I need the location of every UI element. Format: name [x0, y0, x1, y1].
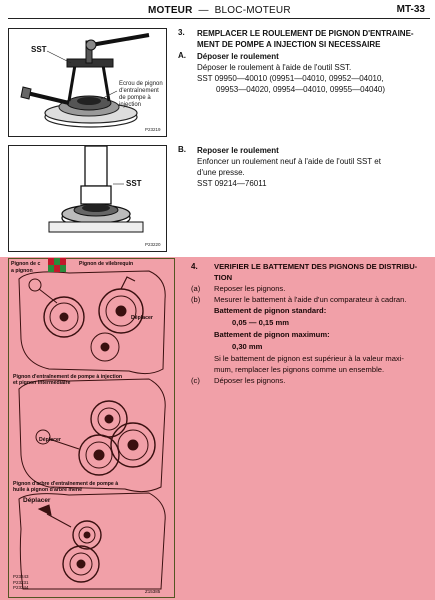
- figure3-crank-label-prefix: Pignon de c: [11, 261, 41, 267]
- step3-title-line2: MENT DE POMPE A INJECTION SI NECESSAIRE: [197, 40, 381, 49]
- step3-b-sst: SST 09214—76011: [197, 179, 267, 188]
- step3-b-text-line1: Enfoncer un roulement neuf à l'aide de l'outil SST et: [197, 157, 381, 166]
- step3-a-sst-line1: SST 09950—40010 (09951—04010, 09952—04010,: [197, 74, 384, 83]
- figure3-move-label-3: Déplacer: [23, 497, 51, 504]
- color-stamp: [48, 258, 66, 272]
- figure3-move-label-2: Déplacer: [39, 437, 61, 443]
- figure1-nut-label: Ecrou de pignon d'entraînement de pompe à injection: [119, 81, 163, 108]
- step3-a-sst-line2: 09953—04020, 09954—04010, 09955—04040): [216, 85, 386, 94]
- step4-title-line2: TION: [214, 273, 233, 282]
- step4-b-text: Mesurer le battement à l'aide d'un comparateur à cadran.: [214, 295, 407, 304]
- step4-note-line1: Si le battement de pignon est supérieur à la valeur maxi-: [214, 354, 404, 363]
- figure3-number-right: Z15385: [145, 589, 161, 594]
- figure-bearing-install: [8, 145, 167, 252]
- step4-max-value: 0,30 mm: [232, 342, 263, 351]
- figure2-sst-label: SST: [126, 179, 142, 188]
- step3-b-title: Reposer le roulement: [197, 146, 279, 155]
- step3-a-text: Déposer le roulement à l'aide de l'outil SST.: [197, 63, 352, 72]
- step4-number: 4.: [191, 262, 198, 271]
- step4-std-label: Battement de pignon standard:: [214, 306, 327, 315]
- timing-gears-illustration: [9, 259, 174, 597]
- step3-title-line1: REMPLACER LE ROULEMENT DE PIGNON D'ENTRAINE-: [197, 29, 414, 38]
- figure2-number: P23220: [145, 242, 161, 247]
- step4-c-text: Déposer les pignons.: [214, 376, 286, 385]
- figure1-sst-label: SST: [31, 45, 47, 54]
- step3-a-title: Déposer le roulement: [197, 52, 279, 61]
- figure-timing-gears: [8, 258, 175, 598]
- bearing-press-illustration: [9, 146, 166, 251]
- step4-a-text: Reposer les pignons.: [214, 284, 286, 293]
- step3-b-letter: B.: [178, 145, 186, 154]
- header-title: [148, 5, 291, 16]
- page-header: [0, 0, 435, 22]
- step3-b-text-line2: d'une presse.: [197, 168, 245, 177]
- figure3-injection-label: Pignon d'entraînement de pompe à injection et pignon intermédiaire: [13, 374, 123, 386]
- figure3-crank-label: Pignon de vilebrequin: [79, 261, 134, 267]
- step4-note-line2: mum, remplacer les pignons comme un ensemble.: [214, 365, 385, 374]
- figure3-crank-label-suffix: a pignon: [11, 268, 33, 274]
- step4-max-label: Battement de pignon maximum:: [214, 330, 330, 339]
- step4-b-letter: (b): [191, 295, 201, 304]
- step4-std-value: 0,05 — 0,15 mm: [232, 318, 289, 327]
- step3-a-letter: A.: [178, 51, 186, 60]
- figure3-move-label-1: Déplacer: [131, 315, 153, 321]
- step4-title-line1: VERIFIER LE BATTEMENT DES PIGNONS DE DISTRIBU-: [214, 262, 418, 271]
- header-rule: [8, 18, 430, 19]
- header-section: MOTEUR: [148, 5, 193, 16]
- figure3-oil-label: Pignon d'arbre d'entraînement de pompe à huile à pignon d'arbre mené: [13, 481, 119, 493]
- step4-c-letter: (c): [191, 376, 200, 385]
- page-number: MT-33: [396, 4, 425, 15]
- step4-a-letter: (a): [191, 284, 201, 293]
- step3-number: 3.: [178, 28, 185, 37]
- figure3-numbers: P23243 P23231 P23244: [13, 574, 29, 590]
- figure1-number: P23219: [145, 127, 161, 132]
- header-subsection: BLOC-MOTEUR: [214, 5, 291, 16]
- figure-bearing-removal: [8, 28, 167, 137]
- header-dash: —: [198, 5, 209, 16]
